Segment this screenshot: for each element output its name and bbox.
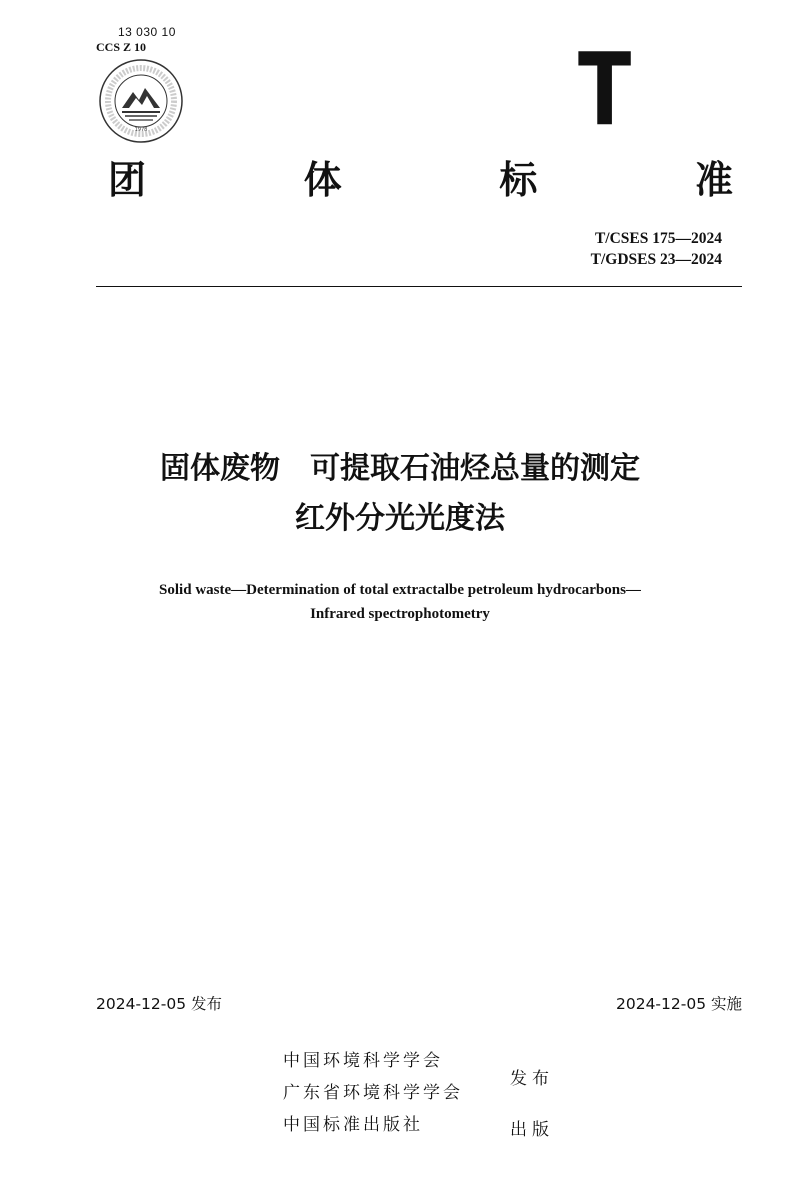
- title-chinese-line-1: 固体废物 可提取石油烃总量的测定: [160, 451, 640, 486]
- title-chinese-line-2: 红外分光光度法: [295, 501, 505, 536]
- header-divider: [96, 286, 742, 287]
- standard-type-mark: T: [578, 31, 632, 148]
- standard-number: T/GDSES 23—2024: [590, 251, 722, 268]
- press-label: 出版: [510, 1120, 554, 1140]
- ccs-code: CCS Z 10: [96, 40, 147, 54]
- publisher-name: 中国环境科学学会: [283, 1051, 443, 1071]
- heading-char: 体: [303, 158, 342, 202]
- mountain-water-seal-icon: [98, 58, 184, 144]
- seal-year: 1978: [134, 127, 148, 133]
- standard-category-heading: [108, 158, 733, 202]
- title-english-line-1: Solid waste—Determination of total extractalbe petroleum hydrocarbons—: [159, 582, 641, 598]
- issue-label: 发布: [510, 1069, 554, 1089]
- heading-char: 标: [499, 158, 538, 202]
- standard-numbers: [591, 228, 722, 270]
- publisher-list: [283, 1045, 463, 1141]
- publisher-name: 中国标准出版社: [283, 1115, 423, 1135]
- issue-date: 2024-12-05 发布: [96, 995, 223, 1013]
- publisher-name: 广东省环境科学学会: [283, 1083, 463, 1103]
- heading-char: 团: [108, 158, 147, 202]
- implementation-date: 2024-12-05 实施: [615, 995, 742, 1013]
- society-seal-logo: [98, 58, 184, 144]
- title-english-line-2: Infrared spectrophotometry: [310, 606, 490, 622]
- heading-char: 准: [694, 158, 733, 202]
- standard-number: T/CSES 175—2024: [594, 230, 722, 247]
- ics-code: 13 030 10: [118, 25, 176, 39]
